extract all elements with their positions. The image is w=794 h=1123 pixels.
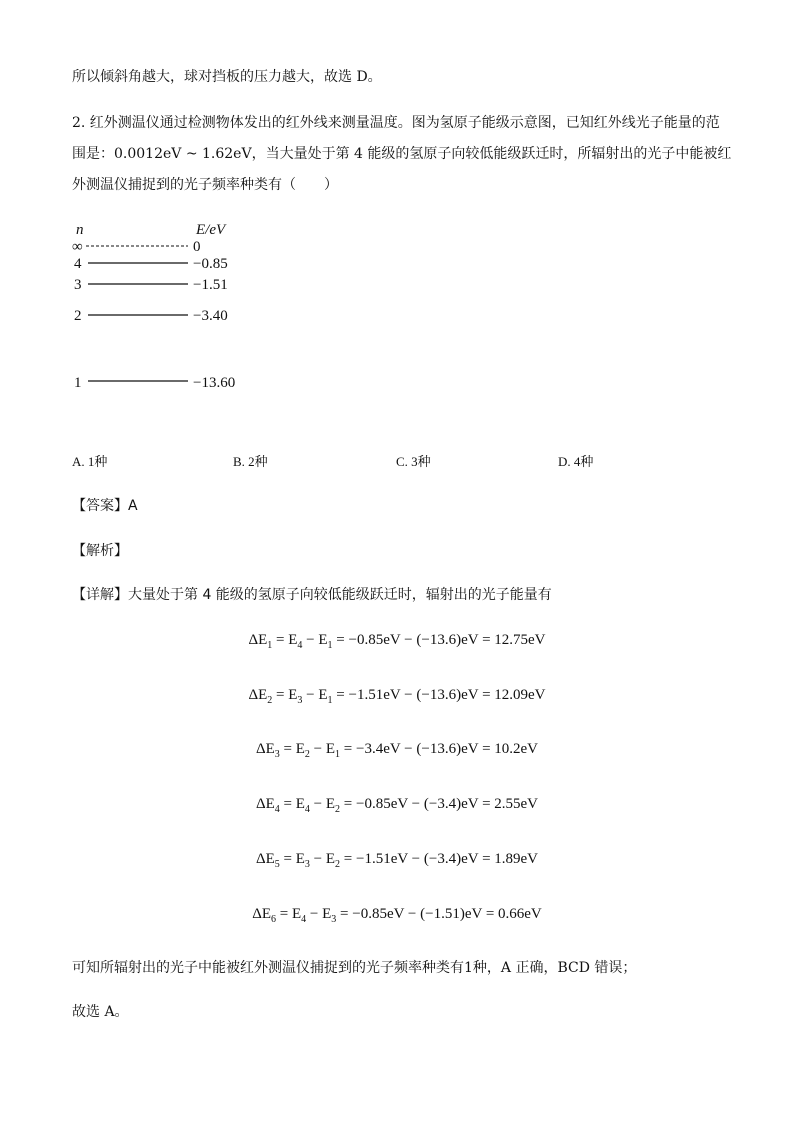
formula-5: $\Delta E_5 = E_3 - E_2 = -1.51eV - (-3.4)eV = 1.89eV$ [255,851,539,870]
formula-3-sub-a: 2 [304,749,310,760]
answer-value: A [128,498,138,514]
formula-1-sub-b: 1 [327,640,333,651]
formula-4-sub-a: 4 [304,804,310,815]
formula-1-rest: = −0.85eV − (−13.6)eV = 12.75eV [332,632,546,648]
detail-tag: 【详解】 [72,587,128,603]
level-1-n: 1 [74,375,82,391]
formula-2: $\Delta E_2 = E_3 - E_1 = -1.51eV - (-13.6)eV = 12.09eV$ [248,687,546,706]
formula-3-sub: 3 [274,749,280,760]
formula-4-rest: = −0.85eV − (−3.4)eV = 2.55eV [340,796,539,812]
formula-4-sub-b: 2 [335,804,341,815]
formula-2-sub-a: 3 [297,695,303,706]
formula-6-rest: = −0.85eV − (−1.51)eV = 0.66eV [336,906,542,922]
question-line-2: 围是：0.0012eV ~ 1.62eV，当大量处于第 4 能级的氢原子向较低能级跃迁时，所辐射出的光子中能被红 [72,146,732,162]
formula-6-sub: 6 [271,914,277,925]
formula-3: $\Delta E_3 = E_2 - E_1 = -3.4eV - (-13.6)eV = 10.2eV$ [255,741,539,760]
answer-tag: 【答案】 [72,498,128,514]
formula-2-rest: = −1.51eV − (−13.6)eV = 12.09eV [332,687,546,703]
previous-answer-line: 所以倾斜角越大，球对挡板的压力越大，故选 D。 [72,69,382,85]
option-c: C. 3种 [396,454,431,469]
formula-6-sub-a: 4 [301,914,307,925]
level-4-n: 4 [74,256,82,272]
conclusion-line: 可知所辐射出的光子中能被红外测温仪捕捉到的光子频率种类有1种，A 正确，BCD 错误； [72,960,637,976]
detail-text: 大量处于第 4 能级的氢原子向较低能级跃迁时，辐射出的光子能量有 [128,587,552,603]
formula-1-sub: 1 [267,640,273,651]
level-inf-n: ∞ [72,239,83,255]
formula-3-sub-b: 1 [335,749,341,760]
formula-6: $\Delta E_6 = E_4 - E_3 = -0.85eV - (-1.51)eV = 0.66eV$ [252,906,542,925]
n-axis-label: n [76,222,84,238]
formula-5-sub: 5 [274,859,280,870]
level-inf-energy: 0 [193,239,201,255]
level-1-energy: −13.60 [193,375,236,391]
option-b: B. 2种 [233,454,268,469]
formula-6-sub-b: 3 [331,914,337,925]
formula-1-sub-a: 4 [297,640,303,651]
question-line-3: 外测温仪捕捉到的光子频率种类有（ ） [72,177,338,193]
level-4-energy: −0.85 [193,256,228,272]
answer-line [72,495,138,515]
formula-4-sub: 4 [274,804,280,815]
formula-3-rest: = −3.4eV − (−13.6)eV = 10.2eV [340,741,539,757]
energy-level-diagram [70,218,270,398]
formula-5-sub-b: 2 [335,859,341,870]
level-3-energy: −1.51 [193,277,228,293]
formula-5-rest: = −1.51eV − (−3.4)eV = 1.89eV [340,851,539,867]
question-line-1: 2. 红外测温仪通过检测物体发出的红外线来测量温度。图为氢原子能级示意图，已知红外线光子能量的范 [72,115,720,131]
level-2-n: 2 [74,308,82,324]
detail-line [72,584,552,604]
formula-4: $\Delta E_4 = E_4 - E_2 = -0.85eV - (-3.4)eV = 2.55eV$ [255,796,539,815]
formula-5-sub-a: 3 [304,859,310,870]
level-3-n: 3 [74,277,82,293]
formula-2-sub-b: 1 [327,695,333,706]
formula-1: $\Delta E_1 = E_4 - E_1 = -0.85eV - (-13.6)eV = 12.75eV$ [248,632,546,651]
option-d: D. 4种 [558,454,594,469]
final-answer-line: 故选 A。 [72,1004,129,1020]
formula-2-sub: 2 [267,695,273,706]
level-2-energy: −3.40 [193,308,228,324]
option-a: A. 1种 [72,454,108,469]
energy-axis-label: E/eV [196,222,226,238]
analysis-tag: 【解析】 [72,543,128,559]
